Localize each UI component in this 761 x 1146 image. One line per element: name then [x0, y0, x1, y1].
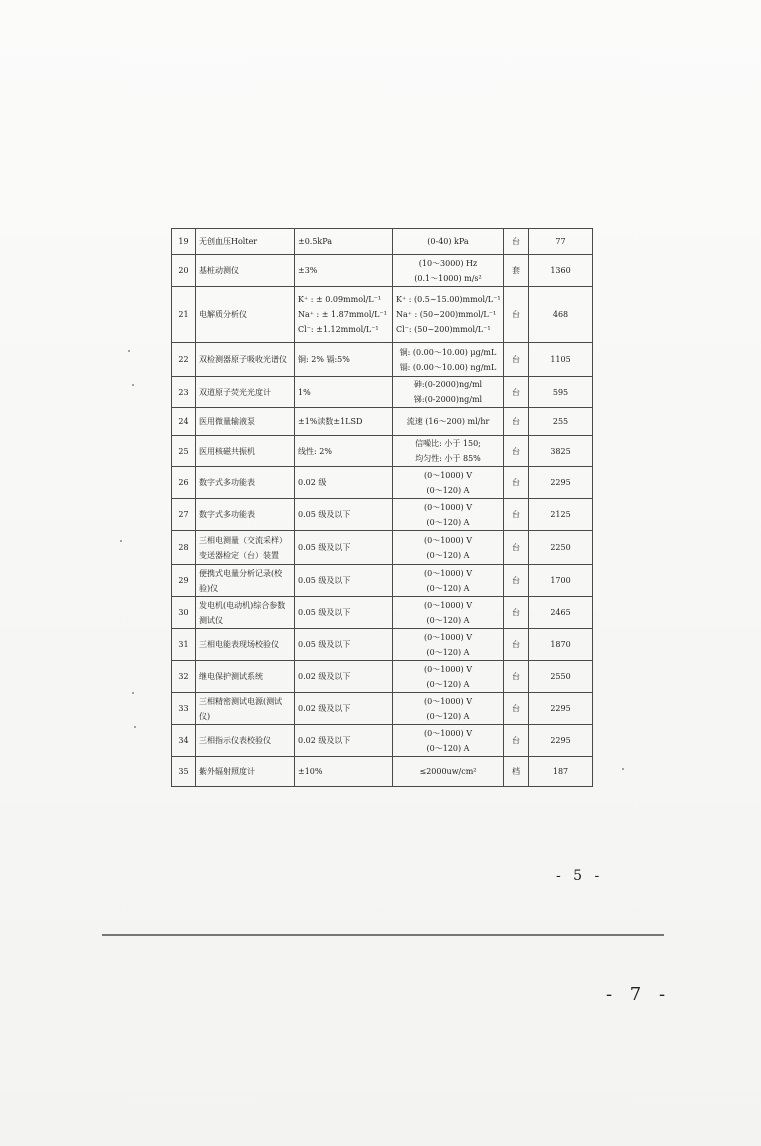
row-number: 20	[172, 255, 196, 287]
table-row	[172, 287, 593, 343]
price-cell: 2550	[529, 661, 593, 693]
range-cell	[393, 757, 504, 787]
table-row	[172, 255, 593, 287]
unit-cell: 台	[504, 725, 529, 757]
instrument-name: 无创血压Holter	[196, 229, 295, 255]
accuracy-cell-line: ±0.5kPa	[298, 237, 333, 246]
price-cell: 2250	[529, 531, 593, 565]
table-row	[172, 408, 593, 436]
instrument-name: 三相电能表现场校验仪	[196, 629, 295, 661]
table-row	[172, 661, 593, 693]
range-cell-line: (0～1000) V	[423, 535, 472, 545]
range-cell-line: 锑:(0-2000)ng/ml	[413, 395, 483, 404]
row-number: 32	[172, 661, 196, 693]
range-cell	[393, 408, 504, 436]
range-cell-line: 信噪比: 小于 150;	[415, 439, 481, 448]
unit-cell: 台	[504, 597, 529, 629]
instrument-name: 紫外辐射照度计	[196, 757, 295, 787]
range-cell	[393, 343, 504, 377]
table-row	[172, 725, 593, 757]
range-cell-line: (0～1000) V	[423, 696, 472, 706]
accuracy-cell-line: ±1%读数±1LSD	[298, 417, 363, 426]
table-body	[172, 229, 593, 787]
accuracy-cell	[295, 629, 393, 661]
accuracy-cell	[295, 255, 393, 287]
instrument-name: 医用核磁共振机	[196, 436, 295, 467]
unit-cell: 台	[504, 436, 529, 467]
accuracy-cell-line: 铜: 2% 镉:5%	[298, 355, 350, 364]
range-cell-line: (0～1000) V	[423, 600, 472, 610]
price-cell: 2295	[529, 725, 593, 757]
row-number: 24	[172, 408, 196, 436]
range-cell-line: (0～120) A	[426, 550, 470, 560]
row-number: 27	[172, 499, 196, 531]
price-cell: 3825	[529, 436, 593, 467]
range-cell	[393, 255, 504, 287]
unit-cell: 台	[504, 287, 529, 343]
row-number: 19	[172, 229, 196, 255]
unit-cell: 套	[504, 255, 529, 287]
table-row	[172, 467, 593, 499]
range-cell-line: ≤2000uw/cm²	[419, 767, 477, 776]
unit-cell: 台	[504, 343, 529, 377]
row-number: 28	[172, 531, 196, 565]
range-cell-line: (10～3000) Hz	[418, 258, 478, 268]
accuracy-cell	[295, 287, 393, 343]
price-cell: 2465	[529, 597, 593, 629]
range-cell	[393, 436, 504, 467]
price-cell: 187	[529, 757, 593, 787]
price-cell: 1870	[529, 629, 593, 661]
accuracy-cell	[295, 565, 393, 597]
range-cell	[393, 377, 504, 408]
accuracy-cell	[295, 757, 393, 787]
row-number: 29	[172, 565, 196, 597]
instrument-name: 医用微量输液泵	[196, 408, 295, 436]
page-divider-line	[102, 934, 664, 936]
instrument-name: 便携式电量分析记录(校验)仪	[196, 565, 295, 597]
range-cell	[393, 597, 504, 629]
accuracy-cell-line: 0.02 级及以下	[298, 736, 351, 745]
table-row	[172, 436, 593, 467]
price-cell: 595	[529, 377, 593, 408]
row-number: 34	[172, 725, 196, 757]
accuracy-cell	[295, 725, 393, 757]
instrument-name: 三相精密测试电源(测试仪)	[196, 693, 295, 725]
unit-cell: 台	[504, 693, 529, 725]
price-cell: 1105	[529, 343, 593, 377]
range-cell-line: (0～120) A	[426, 743, 470, 753]
unit-cell: 台	[504, 377, 529, 408]
accuracy-cell	[295, 408, 393, 436]
accuracy-cell	[295, 499, 393, 531]
range-cell-line: (0～1000) V	[423, 568, 472, 578]
row-number: 30	[172, 597, 196, 629]
accuracy-cell-line: 0.05 级及以下	[298, 608, 351, 617]
table-row	[172, 499, 593, 531]
table-row	[172, 597, 593, 629]
price-cell: 2295	[529, 693, 593, 725]
accuracy-cell-line: 1%	[298, 387, 311, 397]
range-cell	[393, 229, 504, 255]
unit-cell: 台	[504, 661, 529, 693]
range-cell-line: 流速 (16～200) ml/hr	[406, 417, 490, 426]
range-cell	[393, 725, 504, 757]
row-number: 21	[172, 287, 196, 343]
unit-cell: 台	[504, 229, 529, 255]
range-cell-line: 均匀性: 小于 85%	[415, 454, 481, 463]
outer-page-number: - 7 -	[606, 984, 672, 1005]
accuracy-cell	[295, 693, 393, 725]
range-cell-line: (0～1000) V	[423, 728, 472, 738]
instrument-name: 继电保护测试系统	[196, 661, 295, 693]
range-cell-line: 砷:(0-2000)ng/ml	[413, 380, 483, 389]
accuracy-cell	[295, 229, 393, 255]
range-cell	[393, 565, 504, 597]
range-cell	[393, 629, 504, 661]
range-cell-line: (0.1～1000) m/s²	[414, 273, 482, 283]
range-cell-line: (0～120) A	[426, 647, 470, 657]
range-cell	[393, 661, 504, 693]
range-cell	[393, 531, 504, 565]
accuracy-cell-line: 线性: 2%	[298, 446, 332, 456]
table-row	[172, 629, 593, 661]
accuracy-cell-line: 0.05 级及以下	[298, 510, 351, 519]
range-cell-line: (0～1000) V	[423, 664, 472, 674]
price-cell: 2295	[529, 467, 593, 499]
price-cell: 255	[529, 408, 593, 436]
scan-speck	[622, 768, 624, 770]
row-number: 35	[172, 757, 196, 787]
table-row	[172, 229, 593, 255]
scan-speck	[128, 350, 130, 352]
row-number: 25	[172, 436, 196, 467]
accuracy-cell-line: 0.02 级及以下	[298, 672, 351, 681]
scan-speck	[120, 540, 122, 542]
accuracy-cell	[295, 597, 393, 629]
unit-cell: 档	[504, 757, 529, 787]
unit-cell: 台	[504, 531, 529, 565]
accuracy-cell	[295, 436, 393, 467]
range-cell-line: Cl⁻: (50~200)mmol/L⁻¹	[396, 325, 491, 334]
row-number: 33	[172, 693, 196, 725]
instrument-name: 三相电测量（交流采样）变送器检定（台）装置	[196, 531, 295, 565]
accuracy-cell	[295, 467, 393, 499]
range-cell	[393, 499, 504, 531]
price-cell: 468	[529, 287, 593, 343]
range-cell-line: (0～120) A	[426, 679, 470, 689]
table-row	[172, 565, 593, 597]
price-cell: 77	[529, 229, 593, 255]
scan-speck	[134, 726, 136, 728]
accuracy-cell	[295, 343, 393, 377]
range-cell	[393, 693, 504, 725]
range-cell	[393, 467, 504, 499]
accuracy-cell-line: Cl⁻: ±1.12mmol/L⁻¹	[298, 325, 379, 334]
price-cell: 2125	[529, 499, 593, 531]
table-row	[172, 377, 593, 408]
accuracy-cell-line: Na⁺ : ± 1.87mmol/L⁻¹	[298, 310, 387, 319]
range-cell	[393, 287, 504, 343]
accuracy-cell-line: 0.05 级及以下	[298, 543, 351, 552]
row-number: 31	[172, 629, 196, 661]
table-row	[172, 343, 593, 377]
range-cell-line: (0～120) A	[426, 711, 470, 721]
range-cell-line: (0～120) A	[426, 615, 470, 625]
range-cell-line: (0～1000) V	[423, 632, 472, 642]
unit-cell: 台	[504, 499, 529, 531]
range-cell-line: Na⁺ : (50~200)mmol/L⁻¹	[396, 310, 497, 319]
accuracy-cell-line: 0.02 级及以下	[298, 704, 351, 713]
instrument-name: 发电机(电动机)综合参数测试仪	[196, 597, 295, 629]
unit-cell: 台	[504, 408, 529, 436]
scan-speck	[132, 384, 134, 386]
instrument-name: 双检测器原子吸收光谱仪	[196, 343, 295, 377]
accuracy-cell-line: 0.05 级及以下	[298, 576, 351, 585]
range-cell-line: (0-40) kPa	[427, 237, 469, 246]
range-cell-line: 镉: (0.00～10.00) ng/mL	[399, 362, 497, 372]
inner-page-number: - 5 -	[556, 868, 604, 884]
range-cell-line: (0～1000) V	[423, 470, 472, 480]
accuracy-cell-line: 0.02 级	[298, 478, 327, 487]
instrument-name: 三相指示仪表校验仪	[196, 725, 295, 757]
table-row	[172, 757, 593, 787]
range-cell-line: (0～120) A	[426, 517, 470, 527]
price-cell: 1700	[529, 565, 593, 597]
row-number: 23	[172, 377, 196, 408]
accuracy-cell-line: ±3%	[298, 266, 318, 275]
unit-cell: 台	[504, 467, 529, 499]
unit-cell: 台	[504, 629, 529, 661]
accuracy-cell-line: 0.05 级及以下	[298, 640, 351, 649]
range-cell-line: 铜: (0.00～10.00) μg/mL	[399, 347, 497, 357]
table-row	[172, 531, 593, 565]
accuracy-cell	[295, 661, 393, 693]
table-row	[172, 693, 593, 725]
range-cell-line: (0～1000) V	[423, 502, 472, 512]
row-number: 22	[172, 343, 196, 377]
unit-cell: 台	[504, 565, 529, 597]
instrument-name: 电解质分析仪	[196, 287, 295, 343]
accuracy-cell	[295, 531, 393, 565]
instrument-name: 数字式多功能表	[196, 467, 295, 499]
instrument-price-table	[171, 228, 593, 787]
range-cell-line: (0～120) A	[426, 485, 470, 495]
price-cell: 1360	[529, 255, 593, 287]
instrument-name: 数字式多功能表	[196, 499, 295, 531]
accuracy-cell-line: K⁺ : ± 0.09mmol/L⁻¹	[298, 295, 382, 304]
instrument-name: 基桩动测仪	[196, 255, 295, 287]
accuracy-cell-line: ±10%	[298, 767, 323, 776]
instrument-name: 双道原子荧光光度计	[196, 377, 295, 408]
accuracy-cell	[295, 377, 393, 408]
row-number: 26	[172, 467, 196, 499]
range-cell-line: K⁺ : (0.5~15.00)mmol/L⁻¹	[396, 295, 501, 304]
range-cell-line: (0～120) A	[426, 583, 470, 593]
scan-speck	[132, 692, 134, 694]
